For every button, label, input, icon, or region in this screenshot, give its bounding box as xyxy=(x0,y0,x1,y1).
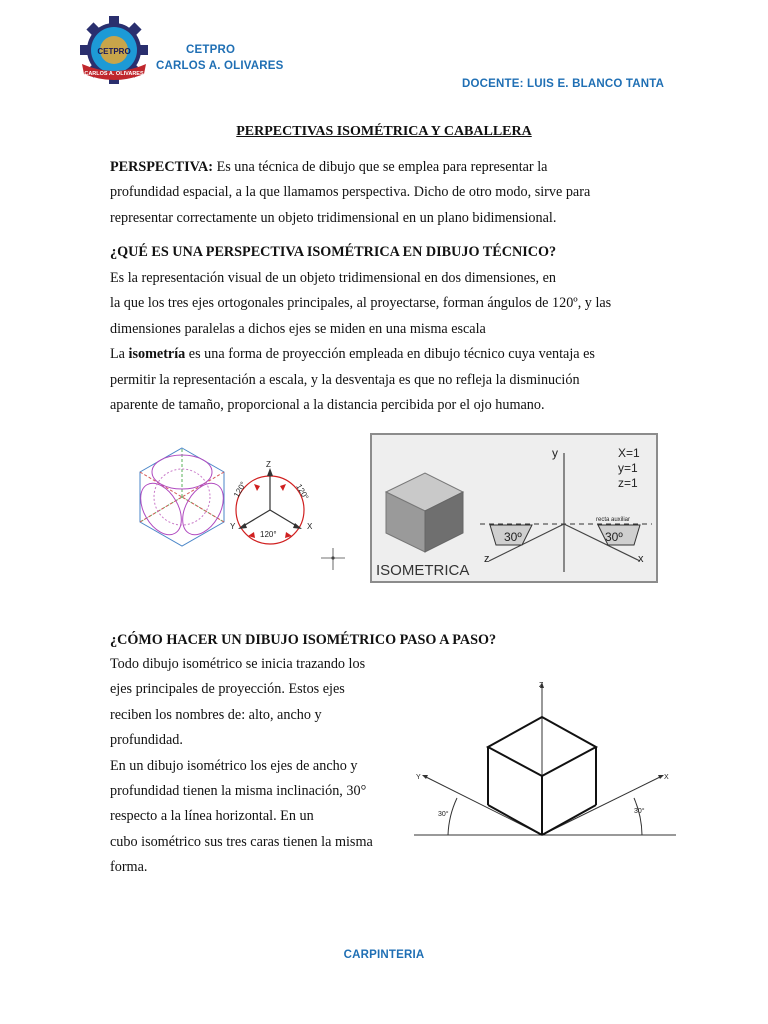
page-title: PERPECTIVAS ISOMÉTRICA Y CABALLERA xyxy=(236,124,532,139)
angle-right-label: 30° xyxy=(634,808,645,815)
text-span: Es una técnica de dibujo que se emplea para representar la xyxy=(213,159,548,175)
angle-left-label: 30° xyxy=(438,811,449,818)
figure-caption: ISOMETRICA xyxy=(376,562,470,579)
ratio-z-label: z=1 xyxy=(618,476,638,490)
paragraph-line: la que los tres ejes ortogonales principales, al proyectarse, forman ángulos de 120º, y las xyxy=(110,295,612,312)
heading-como-hacer: ¿CÓMO HACER UN DIBUJO ISOMÉTRICO PASO A PASO? xyxy=(110,632,497,648)
angle-bottom-label: 120° xyxy=(260,530,277,539)
cetpro-logo xyxy=(78,16,150,88)
paragraph-line: representar correctamente un objeto tridimensional en un plano bidimensional. xyxy=(110,209,557,226)
paragraph-line: reciben los nombres de: alto, ancho y xyxy=(110,706,322,723)
paragraph-line: Todo dibujo isométrico se inicia trazando los xyxy=(110,656,366,672)
axis-z-label: z xyxy=(484,553,490,565)
paragraph-line: aparente de tamaño, proporcional a la distancia percibida por el ojo humano. xyxy=(110,397,545,414)
section-perspectiva xyxy=(110,155,670,231)
paragraph-line: profundidad espacial, a la que llamamos perspectiva. Dicho de otro modo, sirve para xyxy=(110,184,591,201)
paragraph-line: permitir la representación a escala, y la desventaja es que no refleja la disminución xyxy=(110,371,580,388)
paragraph-line: Es la representación visual de un objeto tridimensional en dos dimensiones, en xyxy=(110,270,557,286)
axis-y-label: Y xyxy=(416,774,421,781)
paragraph-line: dimensiones paralelas a dichos ejes se miden en una misma escala xyxy=(110,320,486,337)
logo-ribbon-text: CARLOS A. OLIVARES xyxy=(84,71,144,77)
axis-y-label: y xyxy=(552,446,558,460)
ratio-x-label: X=1 xyxy=(618,446,640,460)
paragraph-line: En un dibujo isométrico los ejes de ancho y xyxy=(110,757,358,774)
footer-label: CARPINTERIA xyxy=(343,949,425,961)
axis-z-label: Z xyxy=(266,460,271,469)
paragraph-line: profundidad tienen la misma inclinación, 30° xyxy=(110,783,367,800)
figure-isometrica-cube xyxy=(370,433,658,583)
paragraph-line: respecto a la línea horizontal. En un xyxy=(110,808,314,825)
axis-x-label: x xyxy=(638,553,644,565)
angle-left-label: 30º xyxy=(504,530,522,544)
text-span: La xyxy=(110,346,129,363)
axis-y-label: Y xyxy=(230,522,236,531)
paragraph-line: profundidad. xyxy=(110,732,183,749)
teacher-name: DOCENTE: LUIS E. BLANCO TANTA xyxy=(462,78,665,90)
figure-isometric-cube-30 xyxy=(410,672,680,844)
logo-text: CETPRO xyxy=(97,47,131,56)
axis-z-label: Z xyxy=(539,682,544,689)
axis-x-label: X xyxy=(307,522,313,531)
section-paso-a-paso xyxy=(110,652,410,881)
aux-line-label: recta auxiliar xyxy=(596,517,631,523)
section-isometrica xyxy=(110,266,670,418)
heading-que-es-isometrica: ¿QUÉ ES UNA PERSPECTIVA ISOMÉTRICA EN DIBUJO TÉCNICO? xyxy=(110,244,557,260)
paragraph-line: forma. xyxy=(110,859,148,876)
text-span: es una forma de proyección empleada en dibujo técnico cuya ventaja es xyxy=(185,346,595,363)
term-perspectiva: PERSPECTIVA: xyxy=(110,159,214,175)
paragraph-line xyxy=(110,342,670,367)
term-isometria: isometría xyxy=(128,346,186,363)
figure-isometric-axes-120 xyxy=(128,438,358,578)
paragraph-line: ejes principales de proyección. Estos ejes xyxy=(110,681,345,698)
ratio-y-label: y=1 xyxy=(618,461,638,475)
angle-right-label: 30º xyxy=(605,530,623,544)
school-name: CARLOS A. OLIVARES xyxy=(156,60,284,72)
paragraph-line: cubo isométrico sus tres caras tienen la misma xyxy=(110,833,373,850)
institution-name: CETPRO xyxy=(186,44,236,56)
angle-right-label: 120° xyxy=(294,482,311,502)
paragraph-line xyxy=(110,155,670,180)
axis-x-label: X xyxy=(664,774,669,781)
angle-left-label: 120° xyxy=(231,480,249,499)
